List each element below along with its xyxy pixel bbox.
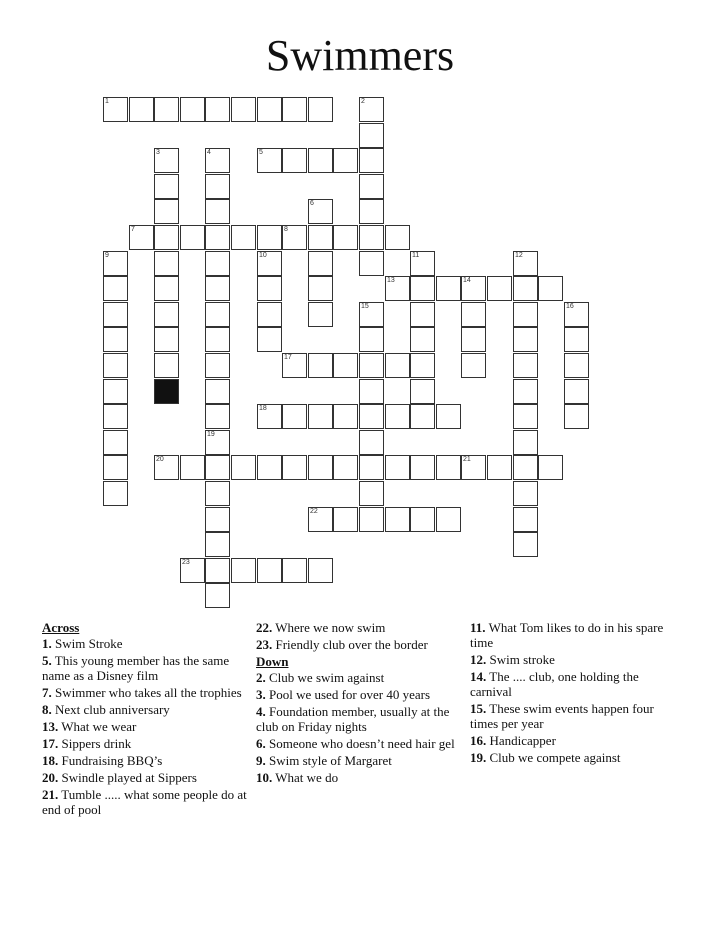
crossword-cell[interactable] <box>333 455 358 480</box>
crossword-cell[interactable] <box>513 302 538 327</box>
crossword-cell[interactable] <box>513 251 538 276</box>
crossword-cell[interactable] <box>154 199 179 224</box>
crossword-cell[interactable] <box>282 455 307 480</box>
crossword-cell[interactable] <box>257 455 282 480</box>
clue-number: 19 <box>207 431 215 438</box>
crossword-cell[interactable] <box>333 148 358 173</box>
crossword-cell[interactable] <box>461 302 486 327</box>
clue-number: 20 <box>156 456 164 463</box>
clue-down-9: 9. Swim style of Margaret <box>256 753 392 768</box>
crossword-cell[interactable] <box>103 379 128 404</box>
page-title: Swimmers <box>265 31 455 80</box>
crossword-cell[interactable] <box>513 404 538 429</box>
crossword-cell[interactable] <box>359 174 384 199</box>
clue-across-8: 8. Next club anniversary <box>42 702 170 717</box>
crossword-cell[interactable] <box>103 481 128 506</box>
crossword-cell[interactable] <box>308 148 333 173</box>
crossword-block <box>154 379 179 404</box>
crossword-cell[interactable] <box>359 302 384 327</box>
clue-across-5: 5. This young member has the same name as a Disney film <box>42 653 230 683</box>
crossword-cell[interactable] <box>564 327 589 352</box>
crossword-cell[interactable] <box>308 251 333 276</box>
crossword-cell[interactable] <box>564 404 589 429</box>
clue-number: 8 <box>284 226 288 233</box>
crossword-cell[interactable] <box>205 481 230 506</box>
clue-number: 22 <box>310 508 318 515</box>
crossword-cell[interactable] <box>205 430 230 455</box>
clue-number: 3 <box>156 149 160 156</box>
clue-down-3: 3. Pool we used for over 40 years <box>256 687 431 702</box>
crossword-cell[interactable] <box>103 353 128 378</box>
crossword-cell[interactable] <box>436 404 461 429</box>
clue-across-22: 22. Where we now swim <box>256 620 386 635</box>
crossword-cell[interactable] <box>180 225 205 250</box>
crossword-cell[interactable] <box>308 404 333 429</box>
crossword-cell[interactable] <box>436 455 461 480</box>
crossword-cell[interactable] <box>436 507 461 532</box>
crossword-cell[interactable] <box>410 379 435 404</box>
clue-down-16: 16. Handicapper <box>470 733 556 748</box>
crossword-cell[interactable] <box>410 302 435 327</box>
clue-across-18: 18. Fundraising BBQ’s <box>42 753 163 768</box>
crossword-cell[interactable] <box>205 507 230 532</box>
clue-number: 17 <box>284 354 292 361</box>
clue-down-14: 14. The .... club, one holding the carnival <box>470 669 639 699</box>
crossword-cell[interactable] <box>129 97 154 122</box>
crossword-cell[interactable] <box>308 558 333 583</box>
crossword-cell[interactable] <box>513 430 538 455</box>
crossword-cell[interactable] <box>154 251 179 276</box>
crossword-cell[interactable] <box>564 379 589 404</box>
crossword-cell[interactable] <box>180 97 205 122</box>
crossword-cell[interactable] <box>154 455 179 480</box>
clue-number: 7 <box>131 226 135 233</box>
crossword-cell[interactable] <box>538 276 563 301</box>
clue-across-23: 23. Friendly club over the border <box>256 637 428 652</box>
crossword-cell[interactable] <box>205 276 230 301</box>
clue-number: 4 <box>207 149 211 156</box>
crossword-cell[interactable] <box>308 97 333 122</box>
crossword-cell[interactable] <box>282 404 307 429</box>
crossword-cell[interactable] <box>359 225 384 250</box>
crossword-cell[interactable] <box>257 276 282 301</box>
crossword-cell[interactable] <box>257 558 282 583</box>
crossword-cell[interactable] <box>154 225 179 250</box>
clue-across-7: 7. Swimmer who takes all the trophies <box>42 685 242 700</box>
crossword-cell[interactable] <box>154 148 179 173</box>
crossword-cell[interactable] <box>410 404 435 429</box>
crossword-cell[interactable] <box>205 455 230 480</box>
crossword-cell[interactable] <box>487 455 512 480</box>
crossword-cell[interactable] <box>359 327 384 352</box>
crossword-cell[interactable] <box>513 481 538 506</box>
clue-number: 11 <box>412 252 420 259</box>
crossword-cell[interactable] <box>282 558 307 583</box>
clue-number: 12 <box>515 252 523 259</box>
clue-down-11: 11. What Tom likes to do in his spare time <box>470 620 664 650</box>
crossword-cell[interactable] <box>461 353 486 378</box>
clue-number: 9 <box>105 252 109 259</box>
crossword-cell[interactable] <box>103 97 128 122</box>
crossword-cell[interactable] <box>436 276 461 301</box>
crossword-cell[interactable] <box>205 148 230 173</box>
crossword-cell[interactable] <box>513 532 538 557</box>
crossword-cell[interactable] <box>385 225 410 250</box>
crossword-cell[interactable] <box>205 532 230 557</box>
crossword-cell[interactable] <box>359 123 384 148</box>
crossword-cell[interactable] <box>410 276 435 301</box>
crossword-cell[interactable] <box>205 174 230 199</box>
clue-number: 14 <box>463 277 471 284</box>
clue-number: 21 <box>463 456 471 463</box>
crossword-cell[interactable] <box>103 430 128 455</box>
clue-number: 5 <box>259 149 263 156</box>
crossword-cell[interactable] <box>308 455 333 480</box>
clue-number: 23 <box>182 559 190 566</box>
crossword-cell[interactable] <box>282 97 307 122</box>
clue-number: 6 <box>310 200 314 207</box>
crossword-cell[interactable] <box>154 302 179 327</box>
clue-across-17: 17. Sippers drink <box>42 736 132 751</box>
crossword-cell[interactable] <box>333 507 358 532</box>
clue-number: 18 <box>259 405 267 412</box>
crossword-cell[interactable] <box>205 583 230 608</box>
down-heading: Down <box>256 654 289 669</box>
crossword-cell[interactable] <box>513 353 538 378</box>
crossword-cell[interactable] <box>513 327 538 352</box>
crossword-cell[interactable] <box>180 455 205 480</box>
crossword-cell[interactable] <box>564 353 589 378</box>
crossword-cell[interactable] <box>205 302 230 327</box>
crossword-cell[interactable] <box>333 353 358 378</box>
crossword-cell[interactable] <box>308 199 333 224</box>
crossword-cell[interactable] <box>513 276 538 301</box>
crossword-cell[interactable] <box>308 507 333 532</box>
crossword-cell[interactable] <box>487 276 512 301</box>
crossword-cell[interactable] <box>154 353 179 378</box>
clue-down-2: 2. Club we swim against <box>256 670 385 685</box>
crossword-cell[interactable] <box>257 225 282 250</box>
crossword-cell[interactable] <box>257 327 282 352</box>
crossword-cell[interactable] <box>103 276 128 301</box>
crossword-cell[interactable] <box>154 97 179 122</box>
crossword-cell[interactable] <box>359 430 384 455</box>
crossword-cell[interactable] <box>359 251 384 276</box>
clue-column-2 <box>256 620 461 787</box>
crossword-cell[interactable] <box>359 148 384 173</box>
crossword-cell[interactable] <box>282 353 307 378</box>
crossword-cell[interactable] <box>461 276 486 301</box>
crossword-cell[interactable] <box>513 507 538 532</box>
crossword-cell[interactable] <box>282 148 307 173</box>
crossword-cell[interactable] <box>385 353 410 378</box>
crossword-cell[interactable] <box>154 276 179 301</box>
across-heading: Across <box>42 620 80 635</box>
crossword-cell[interactable] <box>513 455 538 480</box>
crossword-cell[interactable] <box>205 225 230 250</box>
crossword-cell[interactable] <box>410 327 435 352</box>
clue-number: 2 <box>361 98 365 105</box>
crossword-cell[interactable] <box>333 225 358 250</box>
crossword-cell[interactable] <box>359 455 384 480</box>
crossword-cell[interactable] <box>333 404 358 429</box>
crossword-cell[interactable] <box>359 353 384 378</box>
crossword-cell[interactable] <box>257 148 282 173</box>
crossword-cell[interactable] <box>359 379 384 404</box>
clue-down-10: 10. What we do <box>256 770 339 785</box>
crossword-cell[interactable] <box>359 404 384 429</box>
crossword-cell[interactable] <box>205 558 230 583</box>
crossword-cell[interactable] <box>308 225 333 250</box>
clue-number: 15 <box>361 303 369 310</box>
crossword-cell[interactable] <box>205 353 230 378</box>
clue-column-3 <box>470 620 675 767</box>
crossword-cell[interactable] <box>308 302 333 327</box>
crossword-cell[interactable] <box>257 404 282 429</box>
crossword-cell[interactable] <box>385 507 410 532</box>
crossword-cell[interactable] <box>154 174 179 199</box>
crossword-cell[interactable] <box>385 276 410 301</box>
clue-down-6: 6. Someone who doesn’t need hair gel <box>256 736 455 751</box>
crossword-cell[interactable] <box>513 379 538 404</box>
clue-across-20: 20. Swindle played at Sippers <box>42 770 197 785</box>
crossword-cell[interactable] <box>205 199 230 224</box>
clue-number: 10 <box>259 252 267 259</box>
crossword-cell[interactable] <box>410 507 435 532</box>
crossword-cell[interactable] <box>205 327 230 352</box>
crossword-cell[interactable] <box>205 404 230 429</box>
crossword-cell[interactable] <box>103 302 128 327</box>
clue-across-13: 13. What we wear <box>42 719 137 734</box>
clue-across-1: 1. Swim Stroke <box>42 636 123 651</box>
crossword-cell[interactable] <box>231 455 256 480</box>
crossword-cell[interactable] <box>257 251 282 276</box>
crossword-cell[interactable] <box>231 97 256 122</box>
crossword-cell[interactable] <box>154 327 179 352</box>
clue-number: 16 <box>566 303 574 310</box>
crossword-cell[interactable] <box>282 225 307 250</box>
crossword-cell[interactable] <box>257 97 282 122</box>
clue-across-21: 21. Tumble ..... what some people do at end of pool <box>42 787 247 817</box>
crossword-cell[interactable] <box>231 558 256 583</box>
clue-down-15: 15. These swim events happen four times per year <box>470 701 654 731</box>
crossword-cell[interactable] <box>205 379 230 404</box>
crossword-cell[interactable] <box>103 251 128 276</box>
crossword-cell[interactable] <box>103 455 128 480</box>
crossword-cell[interactable] <box>205 97 230 122</box>
crossword-cell[interactable] <box>385 404 410 429</box>
crossword-cell[interactable] <box>129 225 154 250</box>
crossword-cell[interactable] <box>308 276 333 301</box>
crossword-cell[interactable] <box>461 455 486 480</box>
crossword-cell[interactable] <box>461 327 486 352</box>
crossword-cell[interactable] <box>410 353 435 378</box>
crossword-cell[interactable] <box>257 302 282 327</box>
clue-down-19: 19. Club we compete against <box>470 750 621 765</box>
clue-down-4: 4. Foundation member, usually at the club on Friday nights <box>256 704 450 734</box>
crossword-cell[interactable] <box>231 225 256 250</box>
crossword-cell[interactable] <box>103 327 128 352</box>
clue-number: 13 <box>387 277 395 284</box>
crossword-cell[interactable] <box>359 97 384 122</box>
clue-down-12: 12. Swim stroke <box>470 652 555 667</box>
crossword-cell[interactable] <box>180 558 205 583</box>
crossword-cell[interactable] <box>385 455 410 480</box>
crossword-cell[interactable] <box>308 353 333 378</box>
crossword-cell[interactable] <box>410 455 435 480</box>
crossword-cell[interactable] <box>359 199 384 224</box>
crossword-cell[interactable] <box>205 251 230 276</box>
clue-column-1 <box>42 620 247 819</box>
crossword-cell[interactable] <box>103 404 128 429</box>
crossword-cell[interactable] <box>359 507 384 532</box>
crossword-cell[interactable] <box>538 455 563 480</box>
crossword-cell[interactable] <box>359 481 384 506</box>
clue-number: 1 <box>105 98 109 105</box>
crossword-cell[interactable] <box>564 302 589 327</box>
crossword-cell[interactable] <box>410 251 435 276</box>
